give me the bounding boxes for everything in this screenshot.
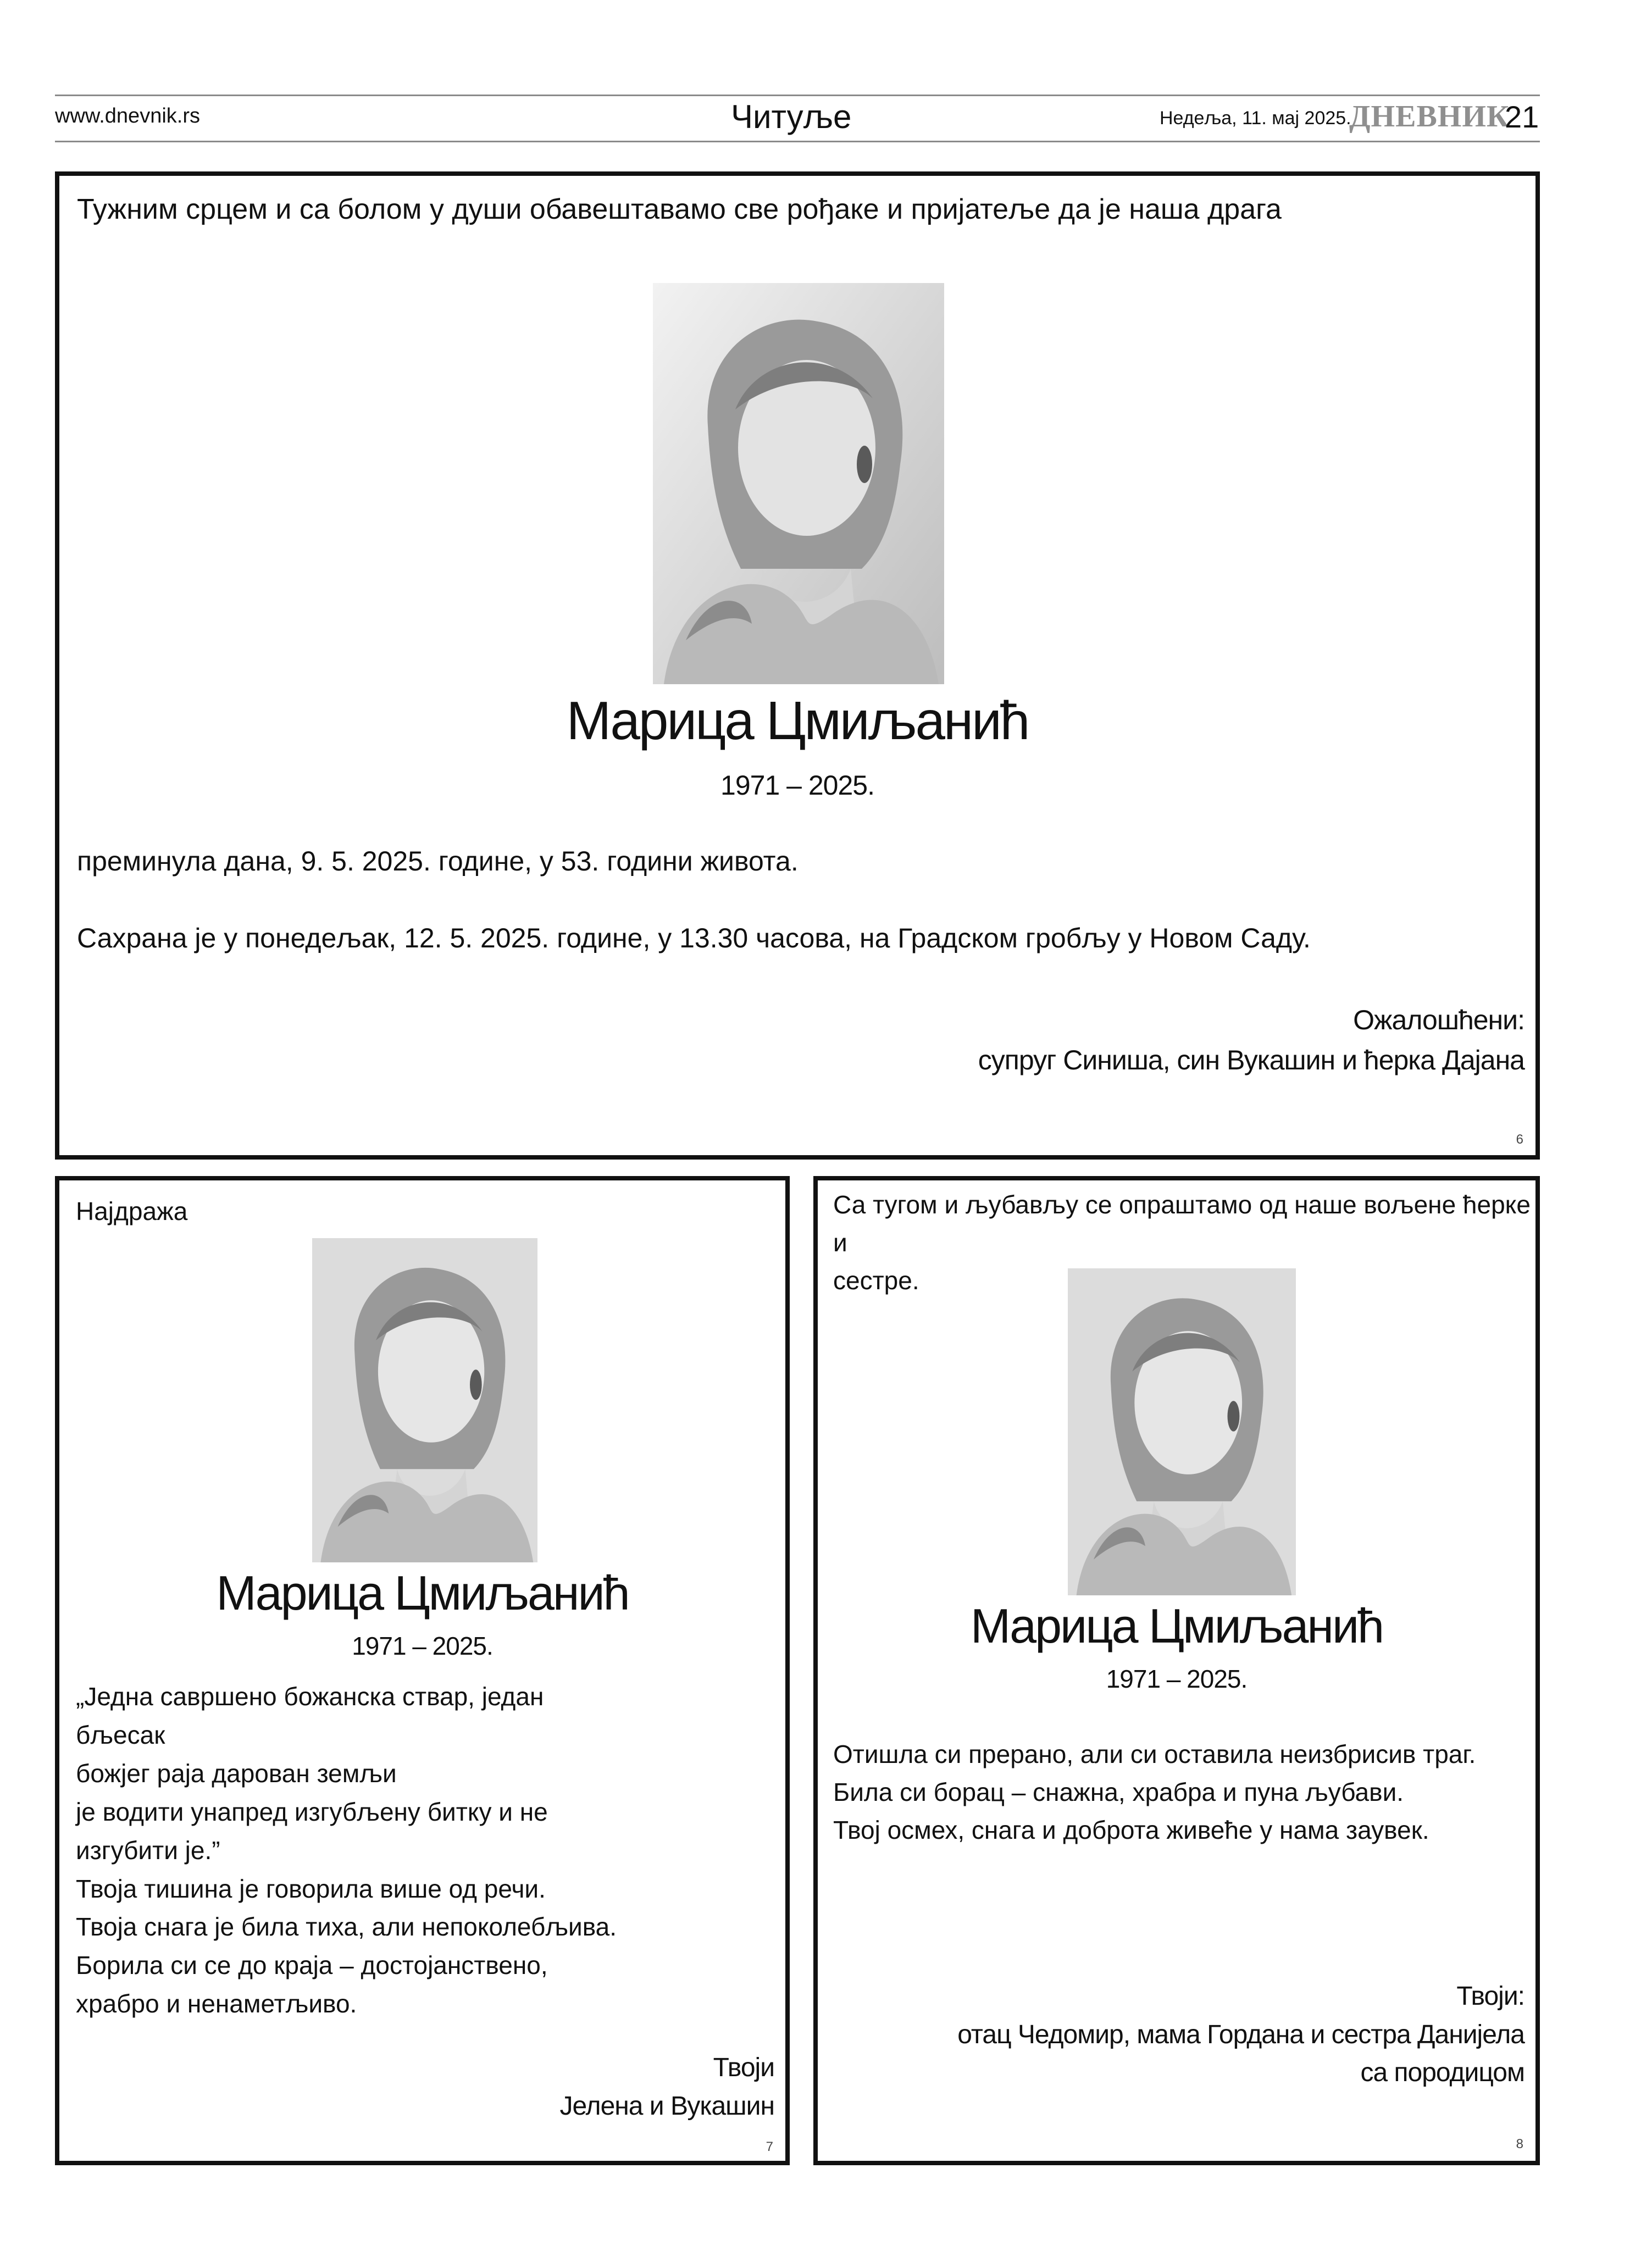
signature-block (559, 2049, 774, 2125)
intro-line: сестре. (833, 1266, 919, 1295)
header-top-rule (55, 95, 1540, 96)
ad-code: 8 (1516, 2137, 1523, 2151)
farewell-line: Била си борац – снажна, храбра и пуна љубави. (833, 1778, 1404, 1806)
poem-line: божјег раја дарован земљи (76, 1759, 397, 1788)
signature-names: отац Чедомир, мама Гордана и сестра Данијела (957, 2020, 1525, 2049)
signature-names: Јелена и Вукашин (559, 2091, 774, 2121)
farewell-line: Твој осмех, снага и доброта живеће у нама заувек. (833, 1816, 1429, 1844)
newspaper-logo: ДНЕВНИК (1349, 99, 1510, 134)
signature-title: Твоји (713, 2053, 774, 2082)
deceased-name: Марица Цмиљанић (970, 1599, 1383, 1653)
poem-text (76, 1678, 617, 2023)
header-bottom-rule (55, 141, 1540, 142)
signature-names: са породицом (1360, 2058, 1525, 2088)
signature-block (957, 1977, 1525, 2092)
life-years: 1971 – 2025. (352, 1632, 493, 1660)
poem-line: изгубити је.” (76, 1835, 220, 1865)
obituary-notice-right (813, 1176, 1540, 2165)
portrait-photo (312, 1238, 537, 1562)
intro-line: Са тугом и љубављу се опраштамо од наше вољене ћерке и (833, 1190, 1531, 1257)
signature-block (978, 1000, 1525, 1080)
signature-title: Ожалошћени: (1353, 1005, 1525, 1035)
poem-line: је водити унапред изгубљену битку и не (76, 1797, 548, 1826)
poem-line: храбро и ненаметљиво. (76, 1989, 357, 2018)
ad-code: 7 (766, 2139, 773, 2154)
notice-intro: Тужним срцем и са болом у души обавештавамо све рођаке и пријатеље да је наша драга (77, 193, 1282, 225)
poem-line: Твоја снага је била тиха, али непоколебљива. (76, 1912, 617, 1942)
portrait-photo (653, 283, 944, 684)
portrait-photo (1068, 1268, 1296, 1595)
life-years: 1971 – 2025. (1106, 1665, 1248, 1693)
funeral-info-line: Сахрана је у понедељак, 12. 5. 2025. године, у 13.30 часова, на Градском гробљу у Новом Саду. (77, 923, 1311, 953)
ad-code: 6 (1516, 1132, 1523, 1147)
poem-line: Борила си се до краја – достојанствено, (76, 1951, 548, 1980)
notice-intro: Најдража (76, 1197, 188, 1225)
obituary-notice-left (55, 1176, 790, 2165)
page-number: 21 (1505, 99, 1539, 134)
death-date-line: преминула дана, 9. 5. 2025. године, у 53. години живота. (77, 846, 799, 877)
farewell-text (833, 1735, 1476, 1849)
poem-line: бљесак (76, 1720, 165, 1749)
signature-names: супруг Синиша, син Вукашин и ћерка Дајана (978, 1044, 1525, 1075)
deceased-name: Марица Цмиљанић (566, 690, 1029, 751)
signature-title: Твоји: (1456, 1982, 1525, 2011)
poem-line: „Једна савршено божанска ствар, један (76, 1682, 544, 1711)
site-url[interactable]: www.dnevnik.rs (55, 104, 200, 127)
farewell-line: Отишла си прерано, али си оставила неизбрисив траг. (833, 1740, 1476, 1768)
issue-date: Недеља, 11. мај 2025. (1160, 108, 1351, 129)
obituary-notice-main (55, 171, 1540, 1160)
deceased-name: Марица Цмиљанић (216, 1566, 629, 1620)
poem-line: Твоја тишина је говорила више од речи. (76, 1874, 546, 1903)
section-title: Читуље (731, 98, 852, 135)
life-years: 1971 – 2025. (720, 770, 874, 801)
